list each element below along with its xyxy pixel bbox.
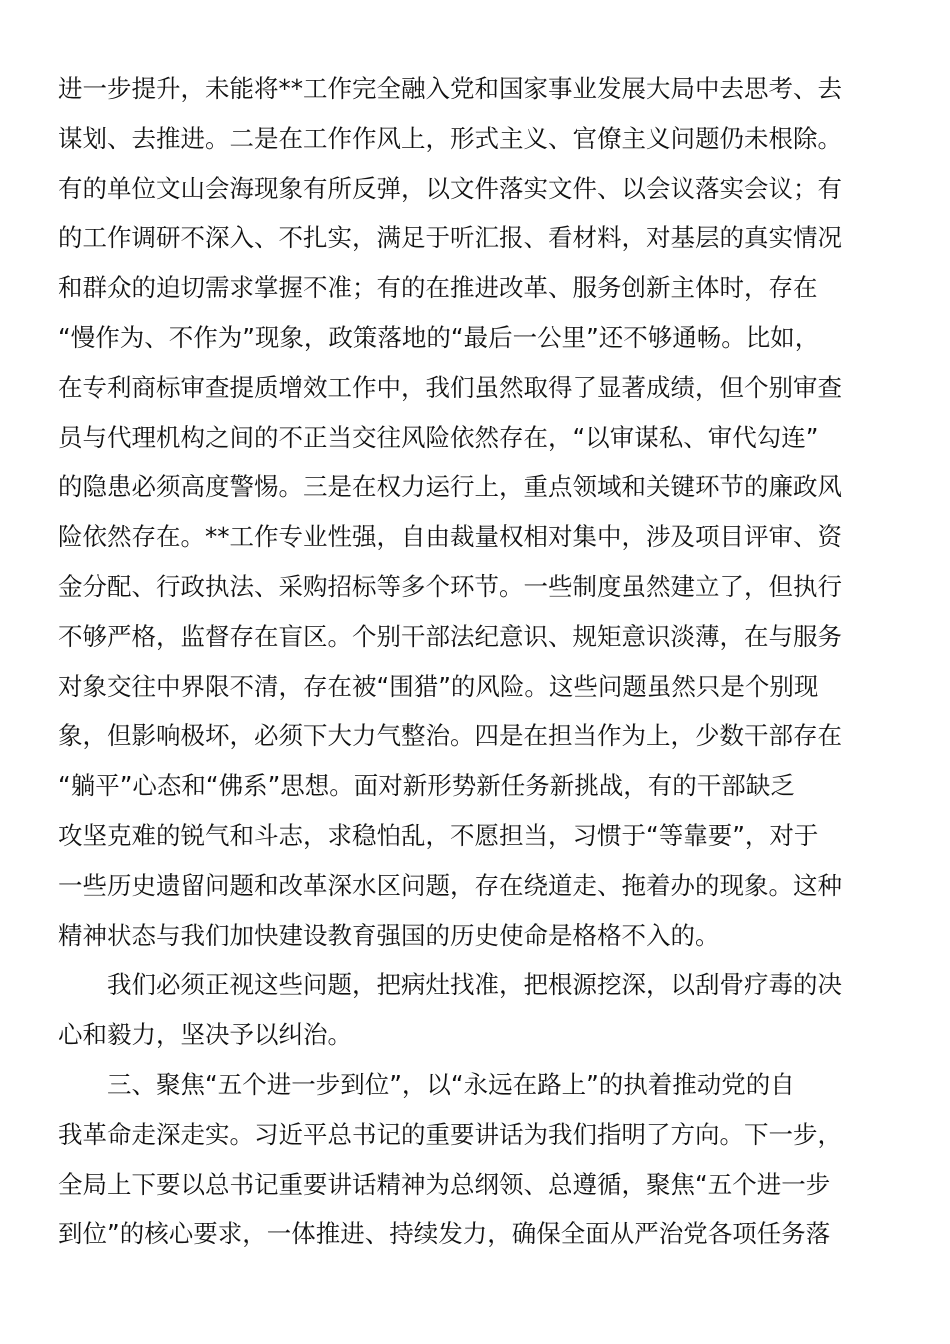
text-line: 不够严格，监督存在盲区。个别干部法纪意识、规矩意识淡薄，在与服务 [58, 621, 842, 651]
text-line: 金分配、行政执法、采购招标等多个环节。一些制度虽然建立了，但执行 [58, 571, 842, 601]
text-line: 到位”的核心要求，一体推进、持续发力，确保全面从严治党各项任务落 [58, 1219, 831, 1249]
text-line: 象，但影响极坏，必须下大力气整治。四是在担当作为上，少数干部存在 [58, 721, 842, 751]
section-heading-line: 三、聚焦“五个进一步到位”，以“永远在路上”的执着推动党的自 [107, 1069, 795, 1099]
text-line: 险依然存在。**工作专业性强，自由裁量权相对集中，涉及项目评审、资 [58, 522, 842, 552]
text-line: 进一步提升，未能将**工作完全融入党和国家事业发展大局中去思考、去 [58, 74, 842, 103]
text-line: 谋划、去推进。二是在工作作风上，形式主义、官僚主义问题仍未根除。 [58, 123, 842, 153]
text-line: 员与代理机构之间的不正当交往风险依然存在，“以审谋私、审代勾连” [58, 422, 819, 452]
text-line: 的隐患必须高度警惕。三是在权力运行上，重点领域和关键环节的廉政风 [58, 472, 842, 502]
text-line: 和群众的迫切需求掌握不准；有的在推进改革、服务创新主体时，存在 [58, 273, 818, 303]
text-line: 心和毅力，坚决予以纠治。 [58, 1020, 352, 1050]
body-text [58, 64, 888, 1259]
text-line: “躺平”心态和“佛系”思想。面对新形势新任务新挑战，有的干部缺乏 [58, 771, 795, 801]
text-line: 我革命走深走实。习近平总书记的重要讲话为我们指明了方向。下一步， [58, 1119, 842, 1149]
text-line: 攻坚克难的锐气和斗志，求稳怕乱，不愿担当，习惯于“等靠要”，对于 [58, 820, 819, 850]
text-line: 有的单位文山会海现象有所反弹，以文件落实文件、以会议落实会议；有 [58, 173, 842, 203]
text-line: 对象交往中界限不清，存在被“围猎”的风险。这些问题虽然只是个别现 [58, 671, 819, 701]
paragraph-start-line: 我们必须正视这些问题，把病灶找准，把根源挖深，以刮骨疗毒的决 [107, 970, 842, 1000]
text-line: 全局上下要以总书记重要讲话精神为总纲领、总遵循，聚焦“五个进一步 [58, 1169, 831, 1199]
text-line: 在专利商标审查提质增效工作中，我们虽然取得了显著成绩，但个别审查 [58, 372, 842, 402]
text-line: 精神状态与我们加快建设教育强国的历史使命是格格不入的。 [58, 920, 720, 950]
text-line: “慢作为、不作为”现象，政策落地的“最后一公里”还不够通畅。比如， [58, 322, 820, 352]
text-line: 的工作调研不深入、不扎实，满足于听汇报、看材料，对基层的真实情况 [58, 223, 842, 253]
text-line: 一些历史遗留问题和改革深水区问题，存在绕道走、拖着办的现象。这种 [58, 870, 842, 900]
